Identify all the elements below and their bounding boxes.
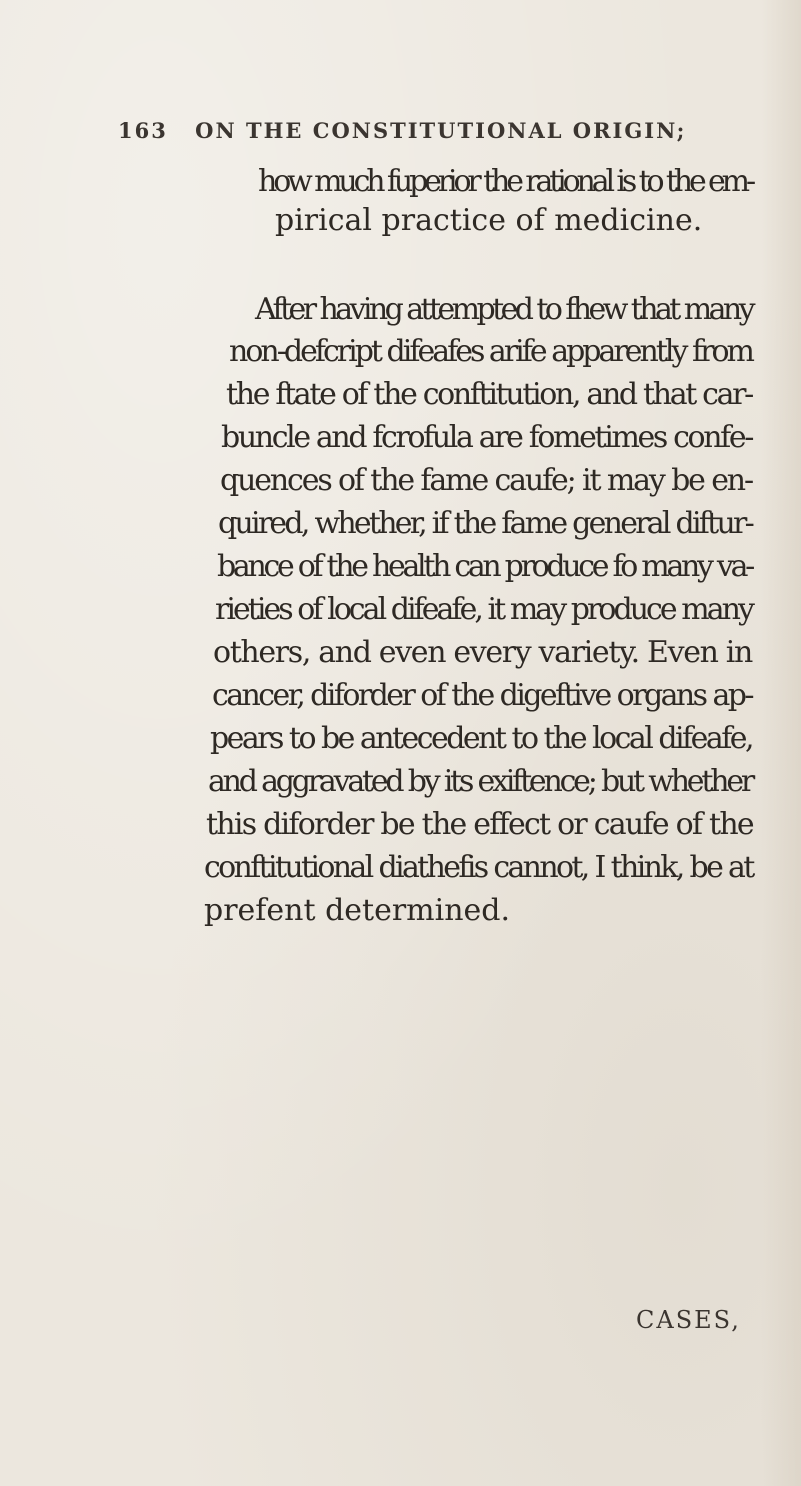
text-line: prefent determined. [204, 893, 511, 928]
text-line: this diforder be the effect or caufe of the [206, 807, 753, 842]
text-line: pirical practice of medicine. [275, 203, 703, 238]
catchword: CASES, [636, 1306, 741, 1334]
text-line: the ftate of the conftitution, and that car- [226, 377, 752, 412]
text-line: bance of the health can produce fo many va- [217, 549, 752, 584]
text-line: pears to be antecedent to the local difeafe, [210, 721, 753, 756]
text-line: others, and even every variety. Even in [213, 635, 752, 670]
text-line: buncle and fcrofula are fometimes confe- [221, 420, 752, 455]
text-line: quired, whether, if the fame general diftur- [218, 506, 752, 541]
page-number: 163 [118, 118, 168, 143]
text-line: non-defcript difeafes arife apparently from [229, 334, 752, 369]
page-edge-shadow [761, 0, 801, 1486]
running-head [118, 118, 718, 143]
text-line: rieties of local difeafe, it may produce many [215, 592, 752, 627]
text-line: conftitutional diathefis cannot, I think, be at [204, 850, 753, 885]
text-line: After having attempted to fhew that many [255, 292, 752, 327]
text-line: quences of the fame caufe; it may be en- [220, 463, 752, 498]
text-line: and aggravated by its exiftence; but whether [208, 764, 752, 799]
running-title: ON THE CONSTITUTIONAL ORIGIN; [195, 118, 687, 143]
text-line: how much fuperior the rational is to the em- [258, 164, 752, 199]
text-line: cancer, diforder of the digeftive organs ap- [212, 678, 752, 713]
